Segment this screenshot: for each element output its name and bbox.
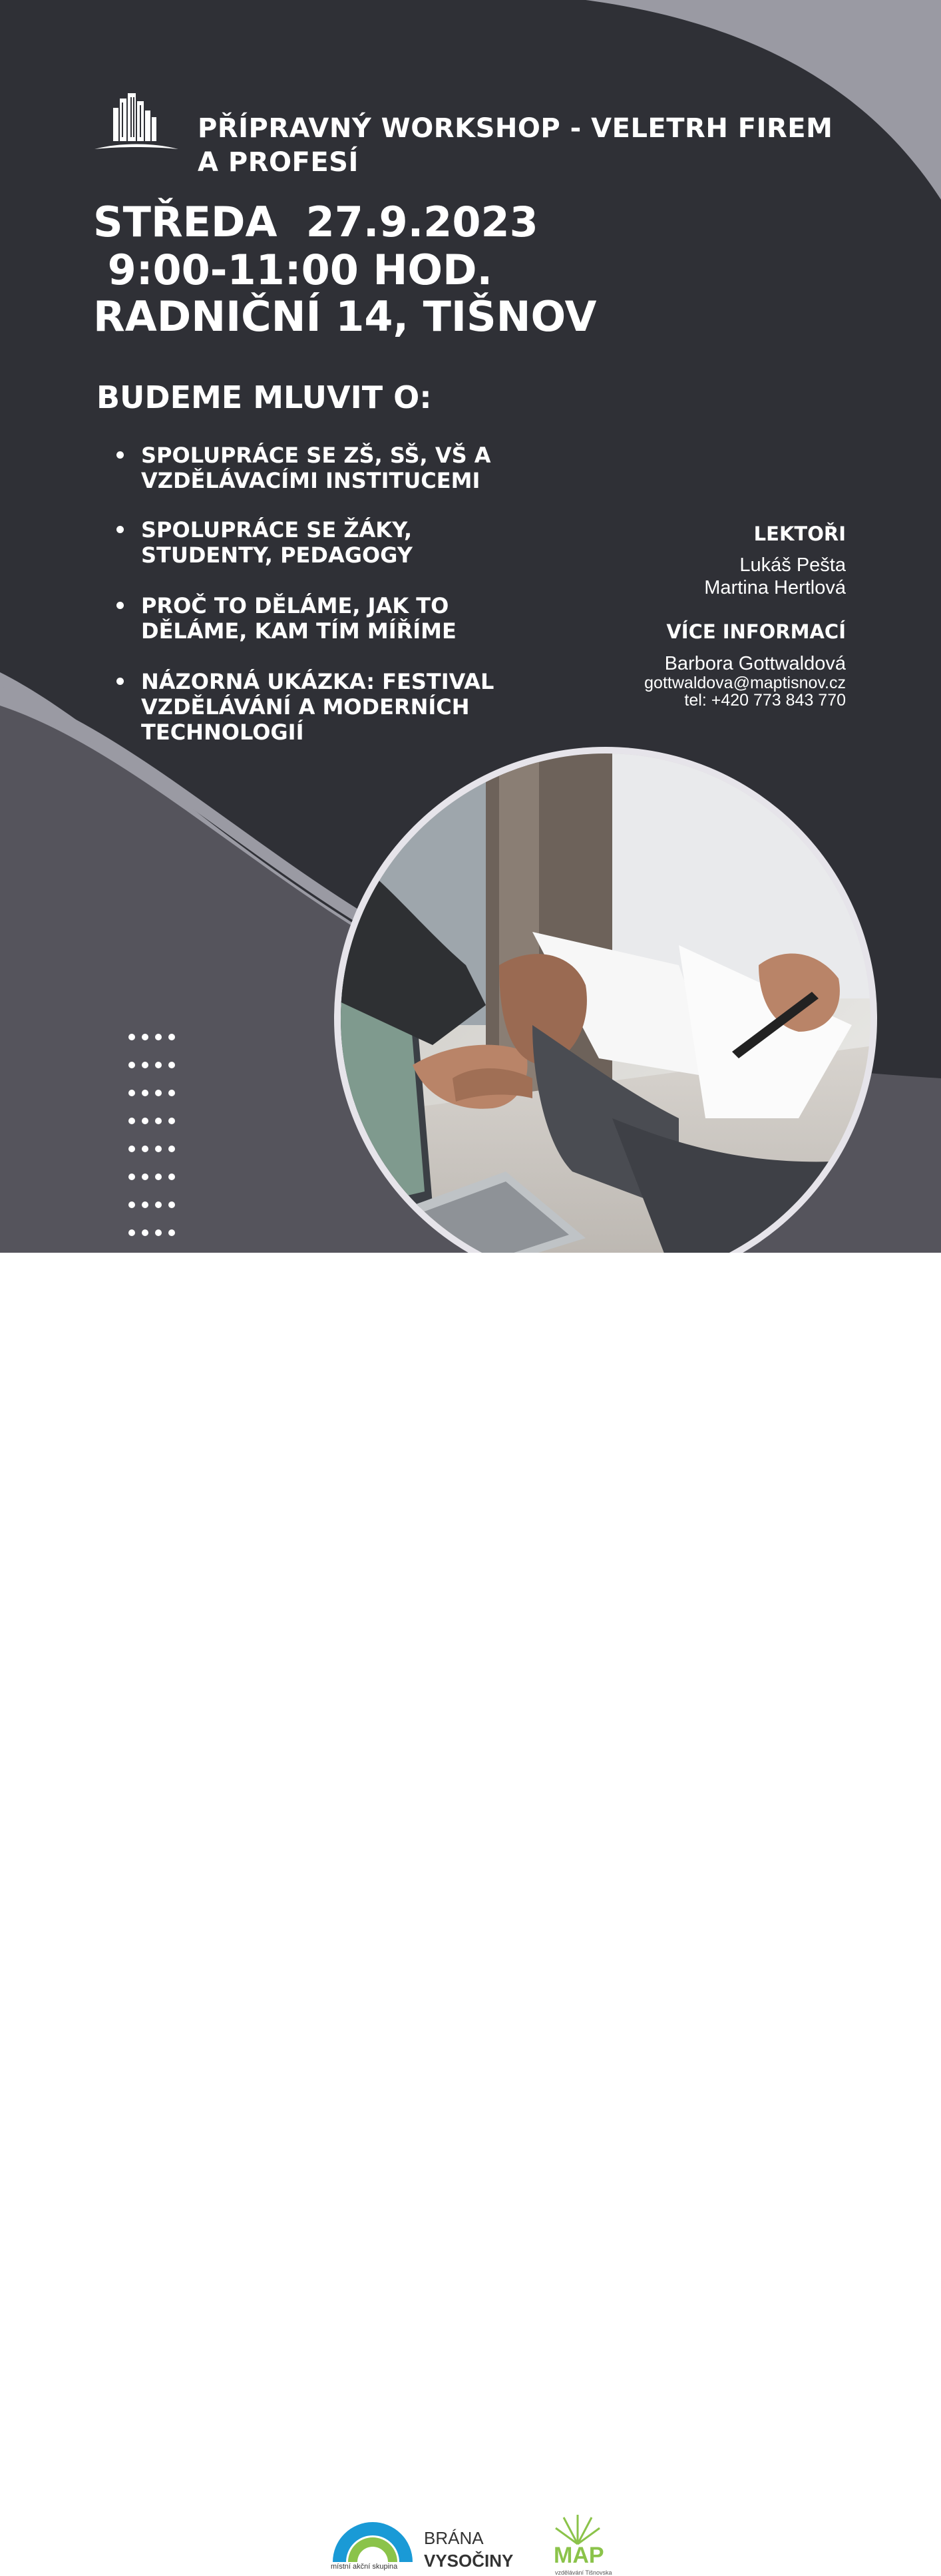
event-time: 9:00-11:00 HOD. (93, 246, 493, 294)
decorative-dot (142, 1201, 148, 1208)
decorative-dot (142, 1146, 148, 1152)
contact-phone: tel: +420 773 843 770 (684, 691, 846, 710)
topics-heading: BUDEME MLUVIT O: (96, 379, 432, 415)
decorative-dot (128, 1174, 135, 1180)
decorative-dot (142, 1118, 148, 1124)
decorative-dot (142, 1034, 148, 1040)
decorative-dot (168, 1090, 175, 1096)
brana-vysociny-logo-mark (329, 2519, 416, 2565)
brana-top-word: BRÁNA (424, 2528, 484, 2548)
topics-list (110, 443, 549, 745)
photo-meeting (333, 746, 878, 1253)
decorative-dot (128, 1201, 135, 1208)
decorative-dot (155, 1062, 162, 1068)
decorative-dot (128, 1062, 135, 1068)
decorative-dot (155, 1146, 162, 1152)
decorative-dot (128, 1229, 135, 1236)
decorative-dot (168, 1174, 175, 1180)
decorative-dot (168, 1062, 175, 1068)
decorative-dot (142, 1174, 148, 1180)
decorative-dot (168, 1146, 175, 1152)
lecturer-name: Martina Hertlová (704, 577, 846, 598)
decorative-dot (155, 1201, 162, 1208)
contact-name: Barbora Gottwaldová (664, 653, 846, 674)
event-place: RADNIČNÍ 14, TIŠNOV (93, 292, 597, 341)
topic-item: SPOLUPRÁCE SE ŽÁKY, STUDENTY, PEDAGOGY (110, 517, 549, 568)
decorative-dot (128, 1090, 135, 1096)
map-caption: vzdělávání Tišnovska (555, 2569, 612, 2576)
footer-logos (0, 1253, 941, 2576)
map-logo-sun (554, 2512, 601, 2545)
topic-item: SPOLUPRÁCE SE ZŠ, SŠ, VŠ A VZDĚLÁVACÍMI INSTITUCEMI (110, 443, 549, 493)
lecturer-name: Lukáš Pešta (739, 554, 846, 576)
decorative-dot (168, 1229, 175, 1236)
event-title: PŘÍPRAVNÝ WORKSHOP - VELETRH FIREM A PROFESÍ (198, 113, 833, 178)
decorative-dot (168, 1034, 175, 1040)
contact-email[interactable]: gottwaldova@maptisnov.cz (644, 674, 846, 692)
decorative-dot (168, 1118, 175, 1124)
topic-item: NÁZORNÁ UKÁZKA: FESTIVAL VZDĚLÁVÁNÍ A MODERNÍCH TECHNOLOGIÍ (110, 669, 549, 745)
decorative-dot (128, 1146, 135, 1152)
building-icon (93, 93, 180, 153)
decorative-dot (168, 1201, 175, 1208)
decorative-dot (142, 1062, 148, 1068)
decorative-dot (155, 1118, 162, 1124)
event-date: STŘEDA 27.9.2023 (93, 198, 538, 246)
decorative-dot (155, 1174, 162, 1180)
map-logo-text: MAP (554, 2543, 604, 2568)
poster (0, 0, 941, 1253)
lecturers-heading: LEKTOŘI (753, 523, 846, 545)
decorative-dot (155, 1090, 162, 1096)
brana-bottom-word: VYSOČINY (424, 2551, 514, 2571)
decorative-dot (128, 1034, 135, 1040)
decorative-dot (142, 1090, 148, 1096)
decorative-dot (142, 1229, 148, 1236)
topic-item: PROČ TO DĚLÁME, JAK TO DĚLÁME, KAM TÍM MÍŘÍME (110, 593, 549, 644)
decorative-dot (128, 1118, 135, 1124)
decorative-dot (155, 1229, 162, 1236)
brana-caption: místní akční skupina (331, 2563, 398, 2571)
decorative-dot (155, 1034, 162, 1040)
contact-heading: VÍCE INFORMACÍ (666, 620, 846, 643)
